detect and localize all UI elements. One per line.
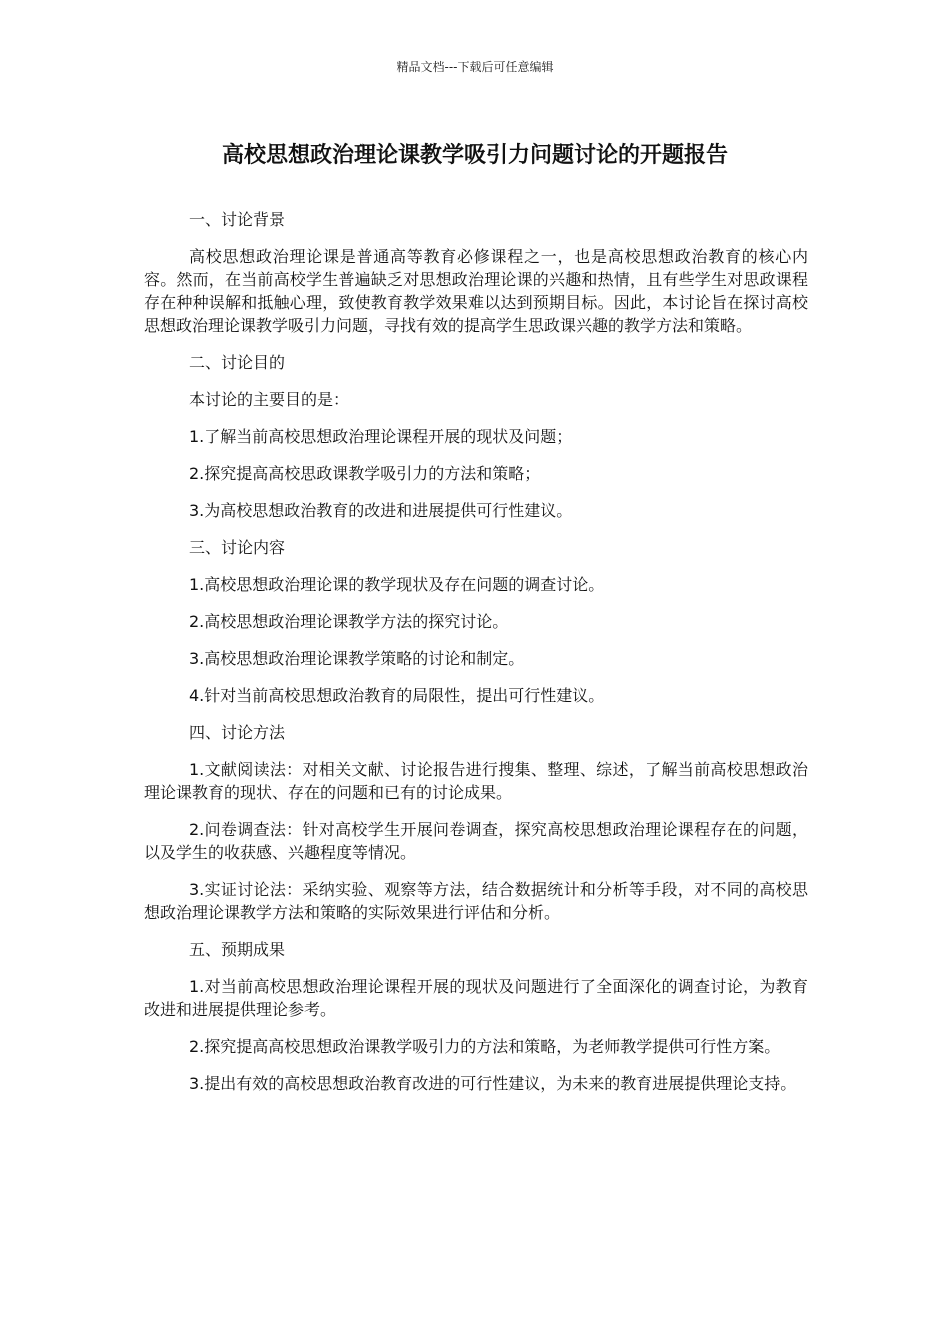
list-item-method-1: 1.文献阅读法：对相关文献、讨论报告进行搜集、整理、综述，了解当前高校思想政治理论课教育的现状、存在的问题和已有的讨论成果。 [144, 760, 808, 802]
document-body [144, 208, 808, 1109]
section-heading-purpose: 二、讨论目的 [189, 353, 286, 372]
page-header: 精品文档---下载后可任意编辑 [396, 60, 554, 74]
section-heading-results: 五、预期成果 [189, 940, 286, 959]
list-item-results-2: 2.探究提高高校思想政治课教学吸引力的方法和策略，为老师教学提供可行性方案。 [189, 1037, 781, 1056]
section-heading-content: 三、讨论内容 [189, 538, 286, 557]
paragraph-background: 高校思想政治理论课是普通高等教育必修课程之一，也是高校思想政治教育的核心内容。然而，在当前高校学生普遍缺乏对思想政治理论课的兴趣和热情，且有些学生对思政课程存在种种误解和抵触心理，致使教育教学效果难以达到预期目标。因此，本讨论旨在探讨高校思想政治理论课教学吸引力问题，寻找有效的提高学生思政课兴趣的教学方法和策略。 [144, 247, 808, 335]
list-item-method-3: 3.实证讨论法：采纳实验、观察等方法，结合数据统计和分析等手段，对不同的高校思想政治理论课教学方法和策略的实际效果进行评估和分析。 [144, 880, 808, 922]
list-item-method-2: 2.问卷调查法：针对高校学生开展问卷调查，探究高校思想政治理论课程存在的问题，以及学生的收获感、兴趣程度等情况。 [144, 820, 808, 862]
document-title: 高校思想政治理论课教学吸引力问题讨论的开题报告 [221, 143, 728, 168]
section-heading-background: 一、讨论背景 [189, 210, 286, 229]
paragraph-purpose-intro: 本讨论的主要目的是： [189, 390, 350, 409]
list-item-purpose-2: 2.探究提高高校思政课教学吸引力的方法和策略； [189, 464, 541, 483]
list-item-results-3: 3.提出有效的高校思想政治教育改进的可行性建议，为未来的教育进展提供理论支持。 [189, 1074, 797, 1093]
list-item-content-3: 3.高校思想政治理论课教学策略的讨论和制定。 [189, 649, 525, 668]
section-heading-method: 四、讨论方法 [189, 723, 286, 742]
list-item-content-1: 1.高校思想政治理论课的教学现状及存在问题的调查讨论。 [189, 575, 605, 594]
list-item-results-1: 1.对当前高校思想政治理论课程开展的现状及问题进行了全面深化的调查讨论，为教育改进和进展提供理论参考。 [144, 977, 808, 1019]
list-item-content-4: 4.针对当前高校思想政治教育的局限性，提出可行性建议。 [189, 686, 605, 705]
list-item-purpose-3: 3.为高校思想政治教育的改进和进展提供可行性建议。 [189, 501, 573, 520]
list-item-content-2: 2.高校思想政治理论课教学方法的探究讨论。 [189, 612, 509, 631]
list-item-purpose-1: 1.了解当前高校思想政治理论课程开展的现状及问题； [189, 427, 573, 446]
